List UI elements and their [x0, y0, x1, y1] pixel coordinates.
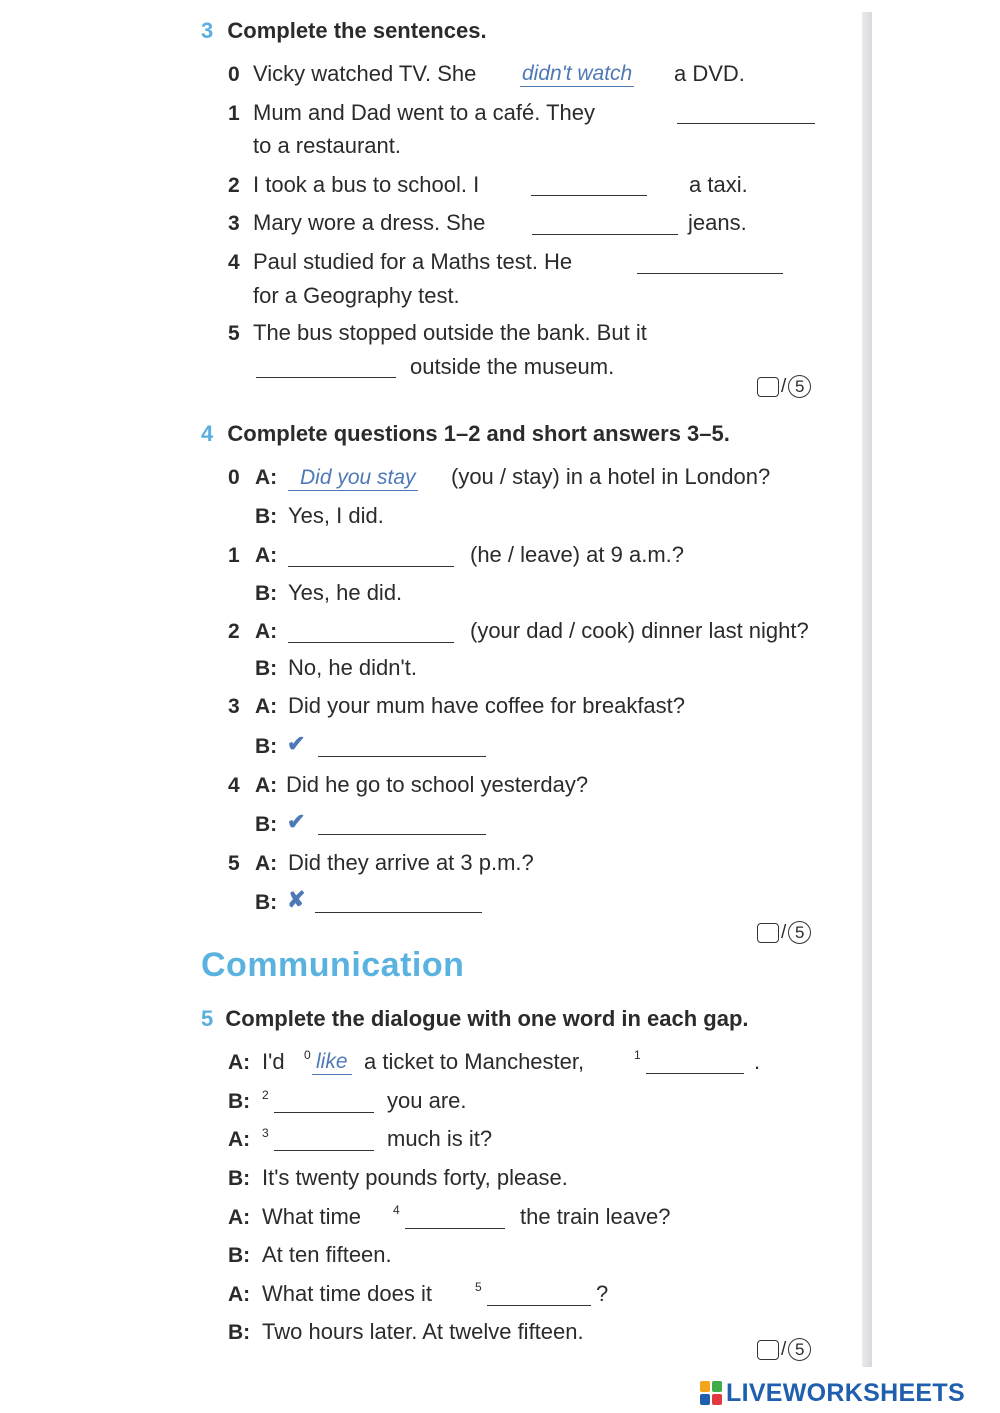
speaker-b-label: B:: [228, 1090, 251, 1113]
ex4-item-number: 4: [228, 774, 240, 797]
answer-gap[interactable]: [318, 756, 486, 757]
dialogue-text: you are.: [387, 1088, 467, 1113]
speaker-a-label: A:: [255, 774, 278, 797]
ex4-item-number: 0: [228, 466, 240, 489]
ex4-item-text: Did he go to school yesterday?: [286, 772, 589, 797]
ex4-item-text: Did your mum have coffee for breakfast?: [288, 693, 686, 718]
answer-gap[interactable]: [288, 566, 454, 567]
example-answer: like: [312, 1051, 352, 1075]
score-box-ex3: [757, 375, 811, 398]
answer-gap[interactable]: [405, 1228, 505, 1229]
gap-number: 4: [393, 1203, 400, 1217]
speaker-a-label: A:: [228, 1206, 251, 1229]
score-separator: /: [781, 1339, 787, 1360]
ex4-item-text: Did they arrive at 3 p.m.?: [288, 850, 534, 875]
dialogue-text: What time: [262, 1204, 362, 1229]
ex4-item-text: (you / stay) in a hotel in London?: [451, 464, 771, 489]
ex3-item-number: 1: [228, 102, 240, 125]
ex3-item-number: 2: [228, 174, 240, 197]
ex3-header: [201, 20, 487, 42]
ex5-number: 5: [201, 1006, 214, 1031]
ex4-answer-text: Yes, he did.: [288, 580, 403, 605]
speaker-b-label: B:: [255, 657, 278, 680]
answer-gap[interactable]: [532, 234, 678, 235]
ex5-header: [201, 1008, 749, 1030]
gap-number: 0: [304, 1048, 311, 1062]
score-box-ex4: [757, 921, 811, 944]
score-max: 5: [788, 375, 811, 398]
ex3-item-text: Vicky watched TV. She: [253, 61, 477, 86]
gap-number: 2: [262, 1088, 269, 1102]
ex3-item-text-after: jeans.: [688, 210, 747, 235]
speaker-a-label: A:: [228, 1051, 251, 1074]
speaker-a-label: A:: [255, 620, 278, 643]
answer-gap[interactable]: [487, 1305, 591, 1306]
speaker-a-label: A:: [255, 852, 278, 875]
ex3-item-number: 3: [228, 212, 240, 235]
dialogue-text: a ticket to Manchester,: [364, 1049, 585, 1074]
gap-number: 1: [634, 1048, 641, 1062]
score-max: 5: [788, 921, 811, 944]
answer-gap[interactable]: [256, 377, 396, 378]
ex3-title: Complete the sentences.: [227, 18, 487, 43]
speaker-b-label: B:: [255, 582, 278, 605]
ex4-item-number: 3: [228, 695, 240, 718]
example-answer: didn't watch: [522, 62, 633, 85]
ex4-item-number: 5: [228, 852, 240, 875]
ex3-item-text: Mary wore a dress. She: [253, 210, 486, 235]
ex4-item-number: 2: [228, 620, 240, 643]
ex3-item-number: 4: [228, 251, 240, 274]
ex4-item-text: (he / leave) at 9 a.m.?: [470, 542, 684, 567]
page-edge-shadow: [862, 12, 872, 1367]
dialogue-text: .: [754, 1049, 761, 1074]
ex3-item-text-after: a taxi.: [689, 172, 748, 197]
gap-number: 5: [475, 1280, 482, 1294]
ex4-item-text: (your dad / cook) dinner last night?: [470, 618, 809, 643]
answer-gap[interactable]: [274, 1150, 374, 1151]
speaker-b-label: B:: [228, 1244, 251, 1267]
speaker-b-label: B:: [255, 891, 278, 914]
liveworksheets-watermark: [700, 1378, 965, 1408]
dialogue-text: the train leave?: [520, 1204, 671, 1229]
answer-gap[interactable]: [637, 273, 783, 274]
ex3-number: 3: [201, 18, 214, 43]
ex4-header: [201, 423, 730, 445]
dialogue-text: At ten fifteen.: [262, 1242, 392, 1267]
example-answer: Did you stay: [288, 467, 418, 491]
ex5-title: Complete the dialogue with one word in each gap.: [225, 1006, 749, 1031]
answer-gap[interactable]: [315, 912, 482, 913]
dialogue-text: It's twenty pounds forty, please.: [262, 1165, 568, 1190]
score-input-box: [757, 1340, 779, 1360]
ex3-item-text: The bus stopped outside the bank. But it: [253, 320, 647, 345]
ex4-answer-text: Yes, I did.: [288, 503, 384, 528]
score-separator: /: [781, 376, 787, 397]
speaker-b-label: B:: [255, 505, 278, 528]
speaker-b-label: B:: [228, 1167, 251, 1190]
ex4-title: Complete questions 1–2 and short answers 3–5.: [227, 421, 730, 446]
dialogue-text: much is it?: [387, 1126, 493, 1151]
answer-gap[interactable]: [677, 123, 815, 124]
ex3-item-number: 0: [228, 63, 240, 86]
answer-gap[interactable]: [646, 1073, 744, 1074]
ex3-item-text-after: a DVD.: [674, 61, 745, 86]
gap-number: 3: [262, 1126, 269, 1140]
ex3-item-text: Paul studied for a Maths test. He: [253, 249, 573, 274]
dialogue-text: What time does it: [262, 1281, 432, 1306]
answer-gap[interactable]: [288, 642, 454, 643]
speaker-a-label: A:: [255, 695, 278, 718]
speaker-a-label: A:: [255, 466, 278, 489]
speaker-a-label: A:: [228, 1128, 251, 1151]
speaker-b-label: B:: [228, 1321, 251, 1344]
dialogue-text: I'd: [262, 1049, 285, 1074]
ex3-item-number: 5: [228, 322, 240, 345]
answer-gap[interactable]: [318, 834, 486, 835]
speaker-b-label: B:: [255, 813, 278, 836]
speaker-a-label: A:: [255, 544, 278, 567]
dialogue-text: Two hours later. At twelve fifteen.: [262, 1319, 584, 1344]
score-box-ex5: [757, 1338, 811, 1361]
check-icon: ✔: [287, 731, 306, 756]
answer-gap[interactable]: [531, 195, 647, 196]
speaker-a-label: A:: [228, 1283, 251, 1306]
score-max: 5: [788, 1338, 811, 1361]
liveworksheets-logo-icon: [700, 1381, 722, 1405]
ex3-item-text-after: for a Geography test.: [253, 283, 460, 308]
ex3-item-text-after: to a restaurant.: [253, 133, 401, 158]
ex4-answer-text: No, he didn't.: [288, 655, 417, 680]
score-separator: /: [781, 922, 787, 943]
cross-icon: ✘: [287, 887, 306, 912]
ex3-item-text: I took a bus to school. I: [253, 172, 480, 197]
dialogue-text: ?: [596, 1281, 609, 1306]
ex4-number: 4: [201, 421, 214, 446]
ex3-item-text-after: outside the museum.: [410, 354, 615, 379]
watermark-text: LIVEWORKSHEETS: [726, 1378, 965, 1407]
answer-gap[interactable]: [274, 1112, 374, 1113]
section-title: Communication: [201, 946, 465, 984]
ex3-item-text: Mum and Dad went to a café. They: [253, 100, 595, 125]
speaker-b-label: B:: [255, 735, 278, 758]
score-input-box: [757, 923, 779, 943]
ex4-item-number: 1: [228, 544, 240, 567]
score-input-box: [757, 377, 779, 397]
check-icon: ✔: [287, 809, 306, 834]
